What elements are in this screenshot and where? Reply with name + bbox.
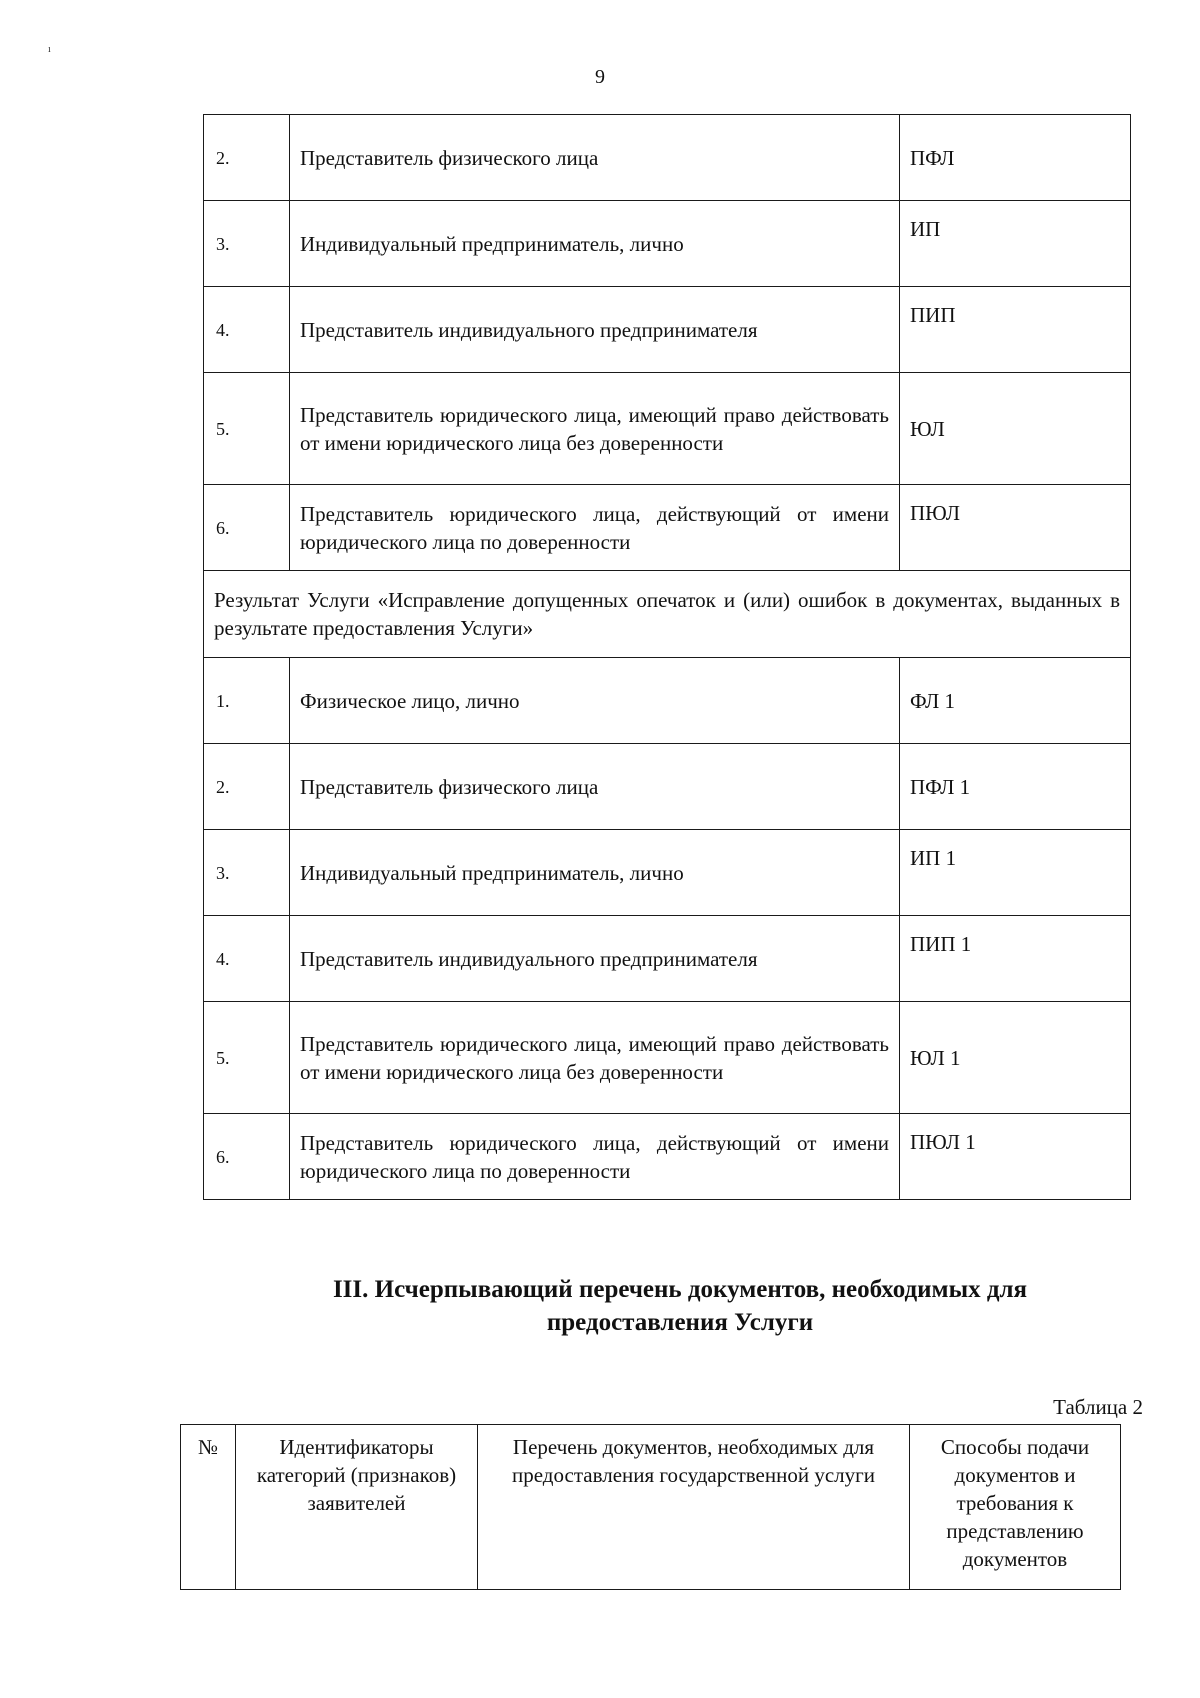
- category-description: Представитель индивидуального предпринимателя: [290, 916, 900, 1002]
- category-code: ПИП 1: [900, 916, 1131, 1002]
- section-heading-line: III. Исчерпывающий перечень документов, необходимых для: [332, 1276, 1028, 1303]
- row-number: 3.: [204, 201, 290, 287]
- row-number: 4.: [204, 287, 290, 373]
- category-code: ПИП: [900, 287, 1131, 373]
- table-row: [204, 830, 1131, 916]
- category-description: Представитель юридического лица, действующий от имени юридического лица по доверенности: [290, 485, 900, 571]
- row-number: 3.: [204, 830, 290, 916]
- row-number: 4.: [204, 916, 290, 1002]
- column-header: №: [181, 1425, 236, 1590]
- column-header: Способы подачи документов и требования к представлению документов: [910, 1425, 1121, 1590]
- category-code: ФЛ 1: [900, 658, 1131, 744]
- category-description: Физическое лицо, лично: [290, 658, 900, 744]
- table-row: [204, 744, 1131, 830]
- category-description: Представитель индивидуального предпринимателя: [290, 287, 900, 373]
- table-row: [204, 201, 1131, 287]
- row-number: 1.: [204, 658, 290, 744]
- section-heading: [200, 1273, 1160, 1339]
- row-number: 2.: [204, 744, 290, 830]
- table-row: [204, 485, 1131, 571]
- category-code: ЮЛ: [900, 373, 1131, 485]
- table-caption: Таблица 2: [1053, 1395, 1143, 1419]
- table-header-row: [181, 1425, 1121, 1590]
- category-description: Представитель юридического лица, имеющий право действовать от имени юридического лица без доверенности: [290, 1002, 900, 1114]
- category-code: ПЮЛ 1: [900, 1114, 1131, 1200]
- table-row: [204, 916, 1131, 1002]
- column-header: Перечень документов, необходимых для предоставления государственной услуги: [478, 1425, 910, 1590]
- row-number: 5.: [204, 373, 290, 485]
- scan-artifact-mark: ı: [48, 44, 51, 55]
- row-number: 2.: [204, 115, 290, 201]
- table-row: [204, 373, 1131, 485]
- applicant-categories-table: [203, 114, 1131, 1200]
- documents-table: [180, 1424, 1121, 1590]
- page-number: 9: [595, 66, 605, 88]
- section-row: [204, 571, 1131, 658]
- category-description: Представитель физического лица: [290, 744, 900, 830]
- section-title: Результат Услуги «Исправление допущенных опечаток и (или) ошибок в документах, выданных в результате предоставления Услуги»: [204, 571, 1131, 658]
- table-row: [204, 115, 1131, 201]
- row-number: 5.: [204, 1002, 290, 1114]
- row-number: 6.: [204, 485, 290, 571]
- section-heading-line: предоставления Услуги: [546, 1309, 814, 1336]
- category-code: ИП 1: [900, 830, 1131, 916]
- table-row: [204, 1002, 1131, 1114]
- category-description: Представитель физического лица: [290, 115, 900, 201]
- table-row: [204, 287, 1131, 373]
- category-code: ИП: [900, 201, 1131, 287]
- table-row: [204, 658, 1131, 744]
- column-header: Идентификаторы категорий (признаков) заявителей: [236, 1425, 478, 1590]
- category-code: ПФЛ 1: [900, 744, 1131, 830]
- category-code: ЮЛ 1: [900, 1002, 1131, 1114]
- table-row: [204, 1114, 1131, 1200]
- category-description: Представитель юридического лица, имеющий право действовать от имени юридического лица без доверенности: [290, 373, 900, 485]
- category-description: Представитель юридического лица, действующий от имени юридического лица по доверенности: [290, 1114, 900, 1200]
- category-code: ПФЛ: [900, 115, 1131, 201]
- category-code: ПЮЛ: [900, 485, 1131, 571]
- row-number: 6.: [204, 1114, 290, 1200]
- category-description: Индивидуальный предприниматель, лично: [290, 201, 900, 287]
- category-description: Индивидуальный предприниматель, лично: [290, 830, 900, 916]
